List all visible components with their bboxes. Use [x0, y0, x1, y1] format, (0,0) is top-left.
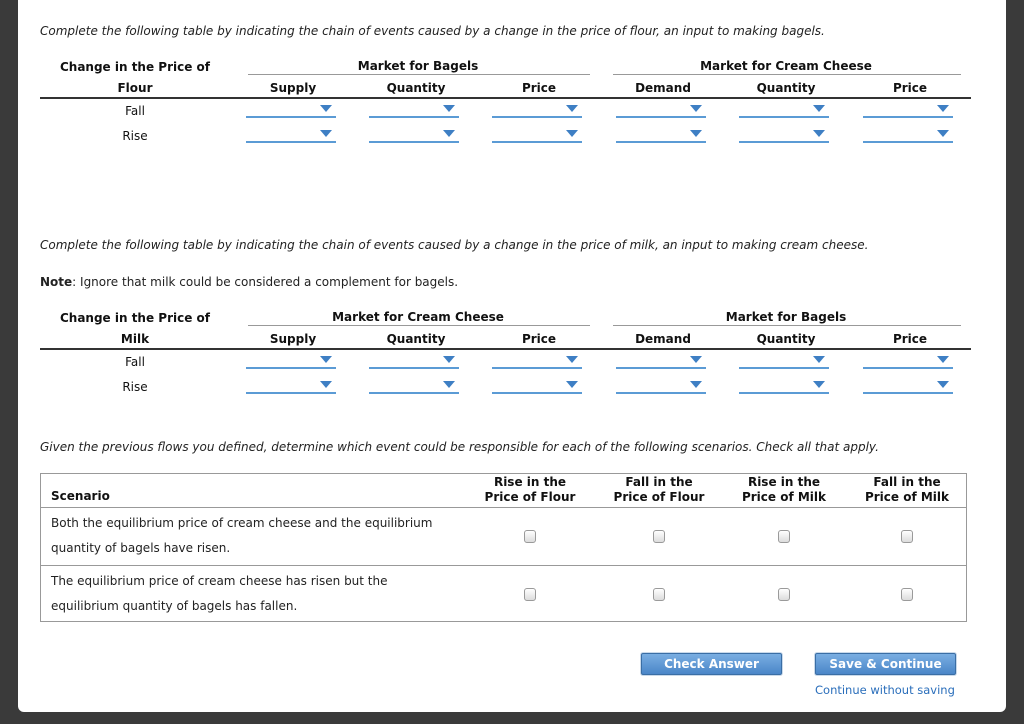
chevron-down-icon — [937, 130, 949, 137]
table2-col-price-b: Price — [892, 332, 928, 346]
chevron-down-icon — [320, 356, 332, 363]
t1-rise-supply-dropdown[interactable] — [246, 127, 336, 143]
table2-instructions: Complete the following table by indicating the chain of events caused by a change in the price of milk, an input to making cream cheese. — [40, 238, 869, 252]
s1-fall-milk-checkbox[interactable] — [901, 530, 913, 543]
t2-rise-quantity-b-dropdown[interactable] — [739, 378, 829, 394]
col-fall-flour-header: Fall in the Price of Flour — [613, 475, 705, 504]
col-rise-flour-header: Rise in the Price of Flour — [484, 475, 576, 504]
table2-col-quantity-b: Quantity — [756, 332, 816, 346]
t1-fall-quantity-b-dropdown[interactable] — [739, 102, 829, 118]
chevron-down-icon — [813, 356, 825, 363]
s2-rise-flour-checkbox[interactable] — [524, 588, 536, 601]
chevron-down-icon — [937, 356, 949, 363]
table1-col-quantity-b: Quantity — [756, 81, 816, 95]
t1-fall-price-a-dropdown[interactable] — [492, 102, 582, 118]
table2-group-creamcheese: Market for Cream Cheese — [332, 310, 504, 324]
table2-col-supply: Supply — [269, 332, 317, 346]
table2-header-rule — [40, 348, 971, 350]
t1-fall-demand-dropdown[interactable] — [616, 102, 706, 118]
check-answer-button[interactable]: Check Answer — [641, 653, 782, 675]
t1-fall-quantity-a-dropdown[interactable] — [369, 102, 459, 118]
scenario-1-text: Both the equilibrium price of cream cheese and the equilibrium quantity of bagels have risen. — [51, 516, 433, 555]
table1-row-rise: Rise — [122, 129, 148, 143]
chevron-down-icon — [690, 130, 702, 137]
s1-fall-flour-checkbox[interactable] — [653, 530, 665, 543]
chevron-down-icon — [320, 381, 332, 388]
t1-rise-quantity-b-dropdown[interactable] — [739, 127, 829, 143]
scenario-2-text: The equilibrium price of cream cheese has risen but the equilibrium quantity of bagels has fallen. — [51, 574, 388, 613]
t1-rise-quantity-a-dropdown[interactable] — [369, 127, 459, 143]
t1-rise-price-b-dropdown[interactable] — [863, 127, 953, 143]
scenario-row-rule — [41, 565, 966, 566]
t2-fall-supply-dropdown[interactable] — [246, 353, 336, 369]
table2-milk-label: Milk — [120, 332, 150, 346]
chevron-down-icon — [937, 381, 949, 388]
chevron-down-icon — [566, 356, 578, 363]
question-panel — [18, 0, 1006, 712]
table2-col-price-a: Price — [521, 332, 557, 346]
table2-col-quantity-a: Quantity — [386, 332, 446, 346]
chevron-down-icon — [320, 130, 332, 137]
table1-col-price-a: Price — [521, 81, 557, 95]
t2-fall-price-a-dropdown[interactable] — [492, 353, 582, 369]
t1-fall-price-b-dropdown[interactable] — [863, 102, 953, 118]
table1-group-bagels-rule — [248, 74, 590, 75]
chevron-down-icon — [813, 381, 825, 388]
table1-group-creamcheese: Market for Cream Cheese — [700, 59, 872, 73]
s1-rise-milk-checkbox[interactable] — [778, 530, 790, 543]
table1-header-rule — [40, 97, 971, 99]
chevron-down-icon — [443, 105, 455, 112]
chevron-down-icon — [443, 356, 455, 363]
table1-col-supply: Supply — [269, 81, 317, 95]
table2-group-bagels-rule — [613, 325, 961, 326]
table1-col-demand: Demand — [635, 81, 691, 95]
chevron-down-icon — [813, 105, 825, 112]
chevron-down-icon — [690, 105, 702, 112]
chevron-down-icon — [566, 381, 578, 388]
t2-fall-price-b-dropdown[interactable] — [863, 353, 953, 369]
scenario-header-rule — [41, 507, 966, 508]
t2-fall-quantity-b-dropdown[interactable] — [739, 353, 829, 369]
chevron-down-icon — [937, 105, 949, 112]
table1-group-bagels: Market for Bagels — [357, 59, 479, 73]
t2-rise-price-b-dropdown[interactable] — [863, 378, 953, 394]
table1-flour-label: Flour — [117, 81, 153, 95]
table1-col-quantity-a: Quantity — [386, 81, 446, 95]
save-continue-button[interactable]: Save & Continue — [815, 653, 956, 675]
chevron-down-icon — [690, 356, 702, 363]
t1-rise-demand-dropdown[interactable] — [616, 127, 706, 143]
scenarios-instructions: Given the previous flows you defined, determine which event could be responsible for each of the following scenarios. Check all that apply. — [40, 440, 879, 454]
t2-rise-quantity-a-dropdown[interactable] — [369, 378, 459, 394]
table1-change-label: Change in the Price of — [59, 60, 211, 74]
t2-fall-quantity-a-dropdown[interactable] — [369, 353, 459, 369]
chevron-down-icon — [566, 105, 578, 112]
t1-fall-supply-dropdown[interactable] — [246, 102, 336, 118]
t1-rise-price-a-dropdown[interactable] — [492, 127, 582, 143]
chevron-down-icon — [690, 381, 702, 388]
table2-row-fall: Fall — [125, 355, 145, 369]
s1-rise-flour-checkbox[interactable] — [524, 530, 536, 543]
t2-rise-supply-dropdown[interactable] — [246, 378, 336, 394]
scenario-header: Scenario — [51, 489, 110, 503]
chevron-down-icon — [813, 130, 825, 137]
chevron-down-icon — [566, 130, 578, 137]
table1-instructions: Complete the following table by indicating the chain of events caused by a change in the price of flour, an input to making bagels. — [40, 24, 825, 38]
s2-rise-milk-checkbox[interactable] — [778, 588, 790, 601]
table2-group-bagels: Market for Bagels — [725, 310, 847, 324]
t2-rise-demand-dropdown[interactable] — [616, 378, 706, 394]
t2-fall-demand-dropdown[interactable] — [616, 353, 706, 369]
t2-rise-price-a-dropdown[interactable] — [492, 378, 582, 394]
table1-col-price-b: Price — [892, 81, 928, 95]
col-rise-milk-header: Rise in the Price of Milk — [741, 475, 827, 504]
continue-without-saving-link[interactable]: Continue without saving — [815, 683, 955, 697]
chevron-down-icon — [320, 105, 332, 112]
chevron-down-icon — [443, 381, 455, 388]
table1-row-fall: Fall — [125, 104, 145, 118]
s2-fall-flour-checkbox[interactable] — [653, 588, 665, 601]
table2-note: Note: Ignore that milk could be considered a complement for bagels. — [40, 275, 459, 289]
chevron-down-icon — [443, 130, 455, 137]
table2-change-label: Change in the Price of — [59, 311, 211, 325]
table2-col-demand: Demand — [635, 332, 691, 346]
table1-group-creamcheese-rule — [613, 74, 961, 75]
scenario-table — [40, 473, 967, 622]
table2-group-creamcheese-rule — [248, 325, 590, 326]
col-fall-milk-header: Fall in the Price of Milk — [864, 475, 950, 504]
table2-row-rise: Rise — [122, 380, 148, 394]
s2-fall-milk-checkbox[interactable] — [901, 588, 913, 601]
